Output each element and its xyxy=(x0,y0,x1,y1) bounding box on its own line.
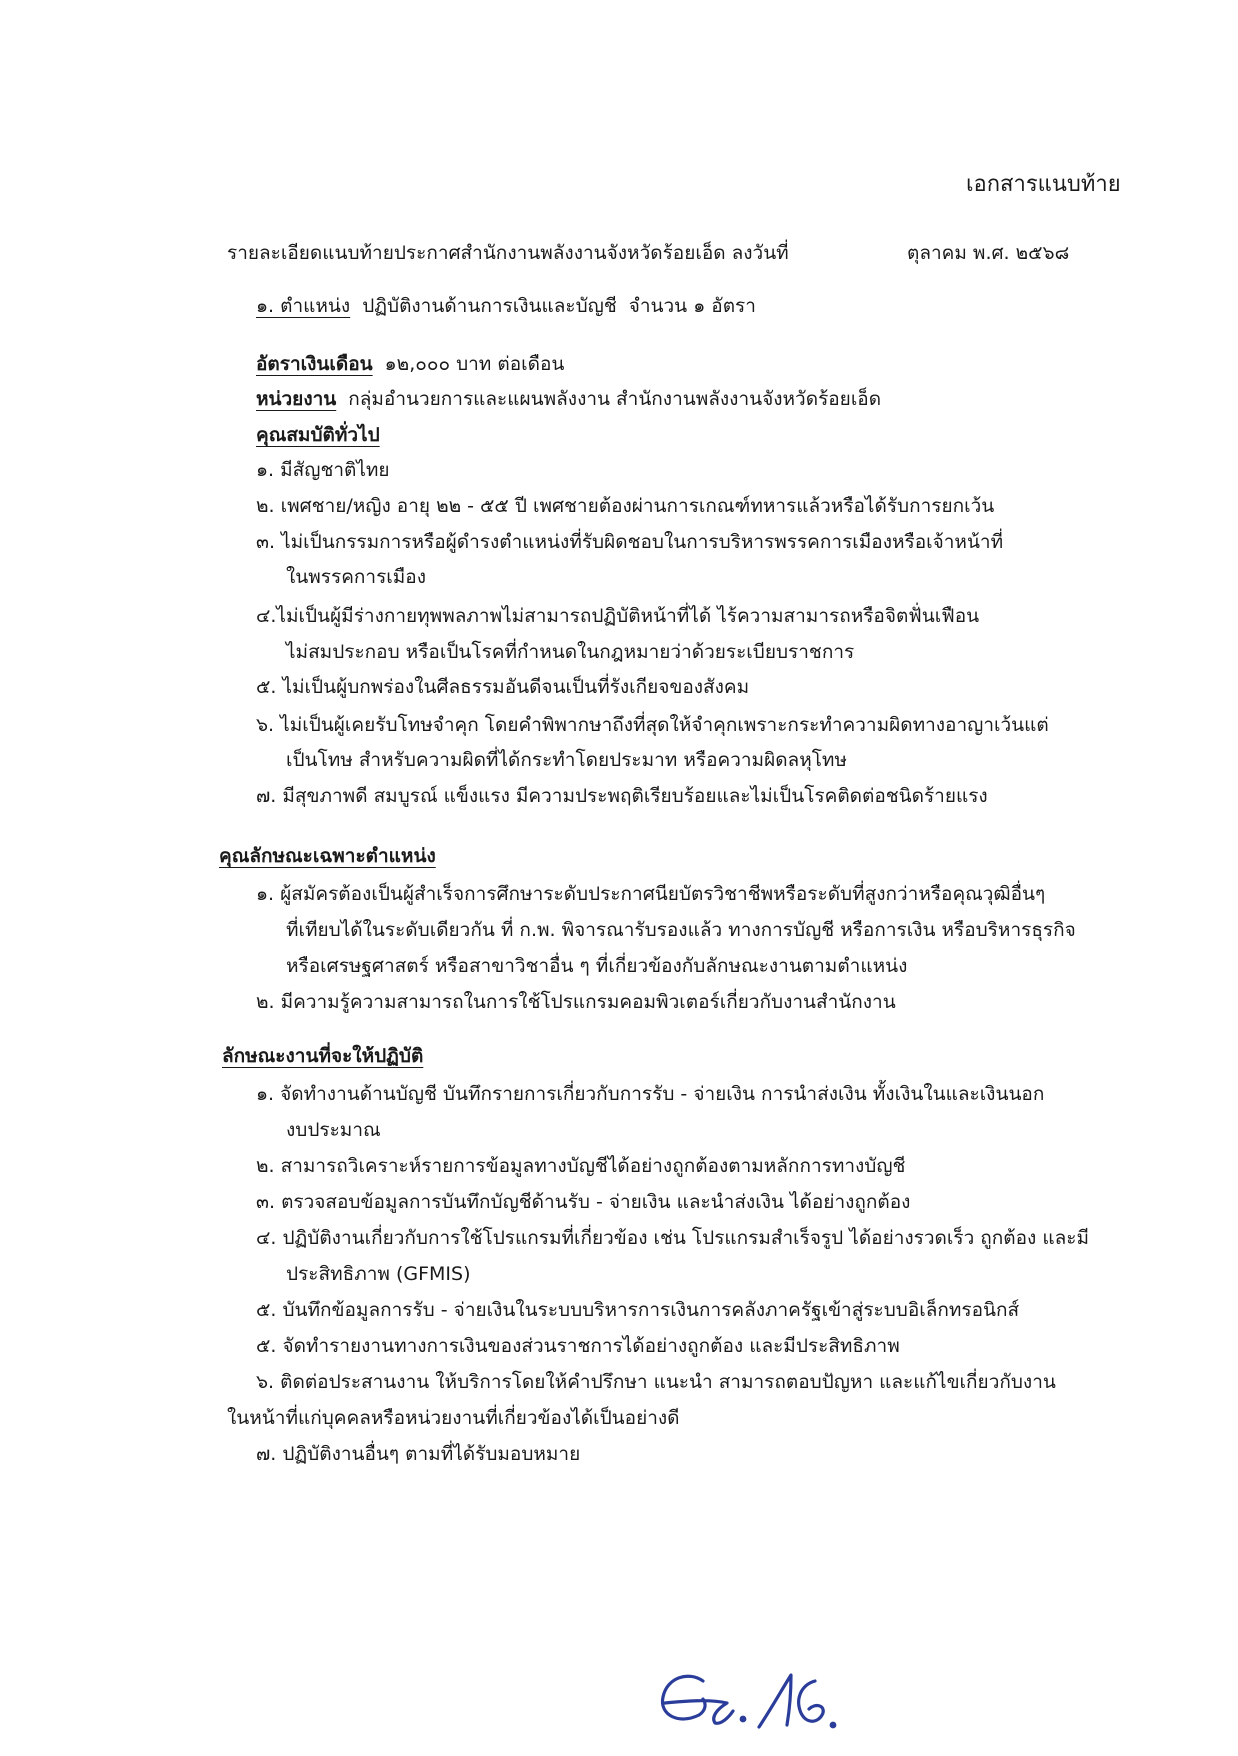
duty-line: ๓. ตรวจสอบข้อมูลการบันทึกบัญชีด้านรับ - จ่ายเงิน และนำส่งเงิน ได้อย่างถูกต้อง xyxy=(256,1191,911,1213)
salary-label: อัตราเงินเดือน xyxy=(256,353,373,375)
duty-line: ๑. จัดทำงานด้านบัญชี บันทึกรายการเกี่ยวกับการรับ - จ่ายเงิน การนำส่งเงิน ทั้งเงินในและเงินนอก xyxy=(256,1083,1045,1105)
unit-row xyxy=(256,386,881,412)
general-line: ๓. ไม่เป็นกรรมการหรือผู้ดำรงตำแหน่งที่รับผิดชอบในการบริหารพรรคการเมืองหรือเจ้าหน้าที่ xyxy=(256,531,1004,553)
salary-value: ๑๒,๐๐๐ บาท ต่อเดือน xyxy=(384,353,565,375)
duty-line: ในหน้าที่แก่บุคคลหรือหน่วยงานที่เกี่ยวข้องได้เป็นอย่างดี xyxy=(227,1407,680,1429)
general-line: ๑. มีสัญชาติไทย xyxy=(256,459,390,481)
general-line: ๗. มีสุขภาพดี สมบูรณ์ แข็งแรง มีความประพฤติเรียบร้อยและไม่เป็นโรคติดต่อชนิดร้ายแรง xyxy=(256,785,988,807)
handwritten-signature xyxy=(655,1665,840,1735)
attachment-label: เอกสารแนบท้าย xyxy=(966,172,1121,197)
specific-line: ที่เทียบได้ในระดับเดียวกัน ที่ ก.พ. พิจารณารับรองแล้ว ทางการบัญชี หรือการเงิน หรือบริหารธุรกิจ xyxy=(286,919,1076,941)
specific-qualifications-heading: คุณลักษณะเฉพาะตำแหน่ง xyxy=(219,845,436,867)
position-number: ๑. ตำแหน่ง xyxy=(256,295,351,317)
duty-line: ๕. จัดทำรายงานทางการเงินของส่วนราชการได้อย่างถูกต้อง และมีประสิทธิภาพ xyxy=(256,1335,900,1357)
document-date: ตุลาคม พ.ศ. ๒๕๖๘ xyxy=(907,242,1070,264)
general-line: ไม่สมประกอบ หรือเป็นโรคที่กำหนดในกฎหมายว่าด้วยระเบียบราชการ xyxy=(286,641,855,663)
general-line: ๔.ไม่เป็นผู้มีร่างกายทุพพลภาพไม่สามารถปฏิบัติหน้าที่ได้ ไร้ความสามารถหรือจิตฟั่นเฟือน xyxy=(256,605,980,627)
salary-row xyxy=(256,351,564,377)
duty-line: ๖. ติดต่อประสานงาน ให้บริการโดยให้คำปรึกษา แนะนำ สามารถตอบปัญหา และแก้ไขเกี่ยวกับงาน xyxy=(256,1371,1056,1393)
position-heading xyxy=(256,293,756,319)
duty-line: ๒. สามารถวิเคราะห์รายการข้อมูลทางบัญชีได้อย่างถูกต้องตามหลักการทางบัญชี xyxy=(256,1155,906,1177)
position-count: จำนวน ๑ อัตรา xyxy=(628,295,756,317)
general-line: ๕. ไม่เป็นผู้บกพร่องในศีลธรรมอันดีจนเป็นที่รังเกียจของสังคม xyxy=(256,676,750,698)
position-title: ปฏิบัติงานด้านการเงินและบัญชี xyxy=(362,295,617,317)
general-line: เป็นโทษ สำหรับความผิดที่ได้กระทำโดยประมาท หรือความผิดลหุโทษ xyxy=(286,749,847,771)
specific-line: ๒. มีความรู้ความสามารถในการใช้โปรแกรมคอมพิวเตอร์เกี่ยวกับงานสำนักงาน xyxy=(256,991,896,1013)
general-line: ๒. เพศชาย/หญิง อายุ ๒๒ - ๕๕ ปี เพศชายต้องผ่านการเกณฑ์ทหารแล้วหรือได้รับการยกเว้น xyxy=(256,495,995,517)
general-line: ๖. ไม่เป็นผู้เคยรับโทษจำคุก โดยคำพิพากษาถึงที่สุดให้จำคุกเพราะกระทำความผิดทางอาญาเว้นแต่ xyxy=(256,714,1049,736)
duties-heading: ลักษณะงานที่จะให้ปฏิบัติ xyxy=(222,1045,424,1067)
specific-line: ๑. ผู้สมัครต้องเป็นผู้สำเร็จการศึกษาระดับประกาศนียบัตรวิชาชีพหรือระดับที่สูงกว่าหรือคุณวุฒิอื่นๆ xyxy=(256,883,1046,905)
duty-line: ๗. ปฏิบัติงานอื่นๆ ตามที่ได้รับมอบหมาย xyxy=(256,1443,581,1465)
duty-line: ประสิทธิภาพ (GFMIS) xyxy=(286,1263,471,1285)
general-qualifications-heading: คุณสมบัติทั่วไป xyxy=(256,424,380,446)
duty-line: งบประมาณ xyxy=(286,1119,381,1141)
document-title: รายละเอียดแนบท้ายประกาศสำนักงานพลังงานจังหวัดร้อยเอ็ด ลงวันที่ xyxy=(227,242,789,264)
duty-line: ๕. บันทึกข้อมูลการรับ - จ่ายเงินในระบบบริหารการเงินการคลังภาครัฐเข้าสู่ระบบอิเล็กทรอนิกส์ xyxy=(256,1299,1020,1321)
specific-line: หรือเศรษฐศาสตร์ หรือสาขาวิชาอื่น ๆ ที่เกี่ยวข้องกับลักษณะงานตามตำแหน่ง xyxy=(286,955,908,977)
general-line: ในพรรคการเมือง xyxy=(286,566,426,588)
unit-value: กลุ่มอำนวยการและแผนพลังงาน สำนักงานพลังงานจังหวัดร้อยเอ็ด xyxy=(348,388,882,410)
duty-line: ๔. ปฏิบัติงานเกี่ยวกับการใช้โปรแกรมที่เกี่ยวข้อง เช่น โปรแกรมสำเร็จรูป ได้อย่างรวดเร็ว ถูกต้อง และมี xyxy=(256,1227,1089,1249)
unit-label: หน่วยงาน xyxy=(256,388,337,410)
